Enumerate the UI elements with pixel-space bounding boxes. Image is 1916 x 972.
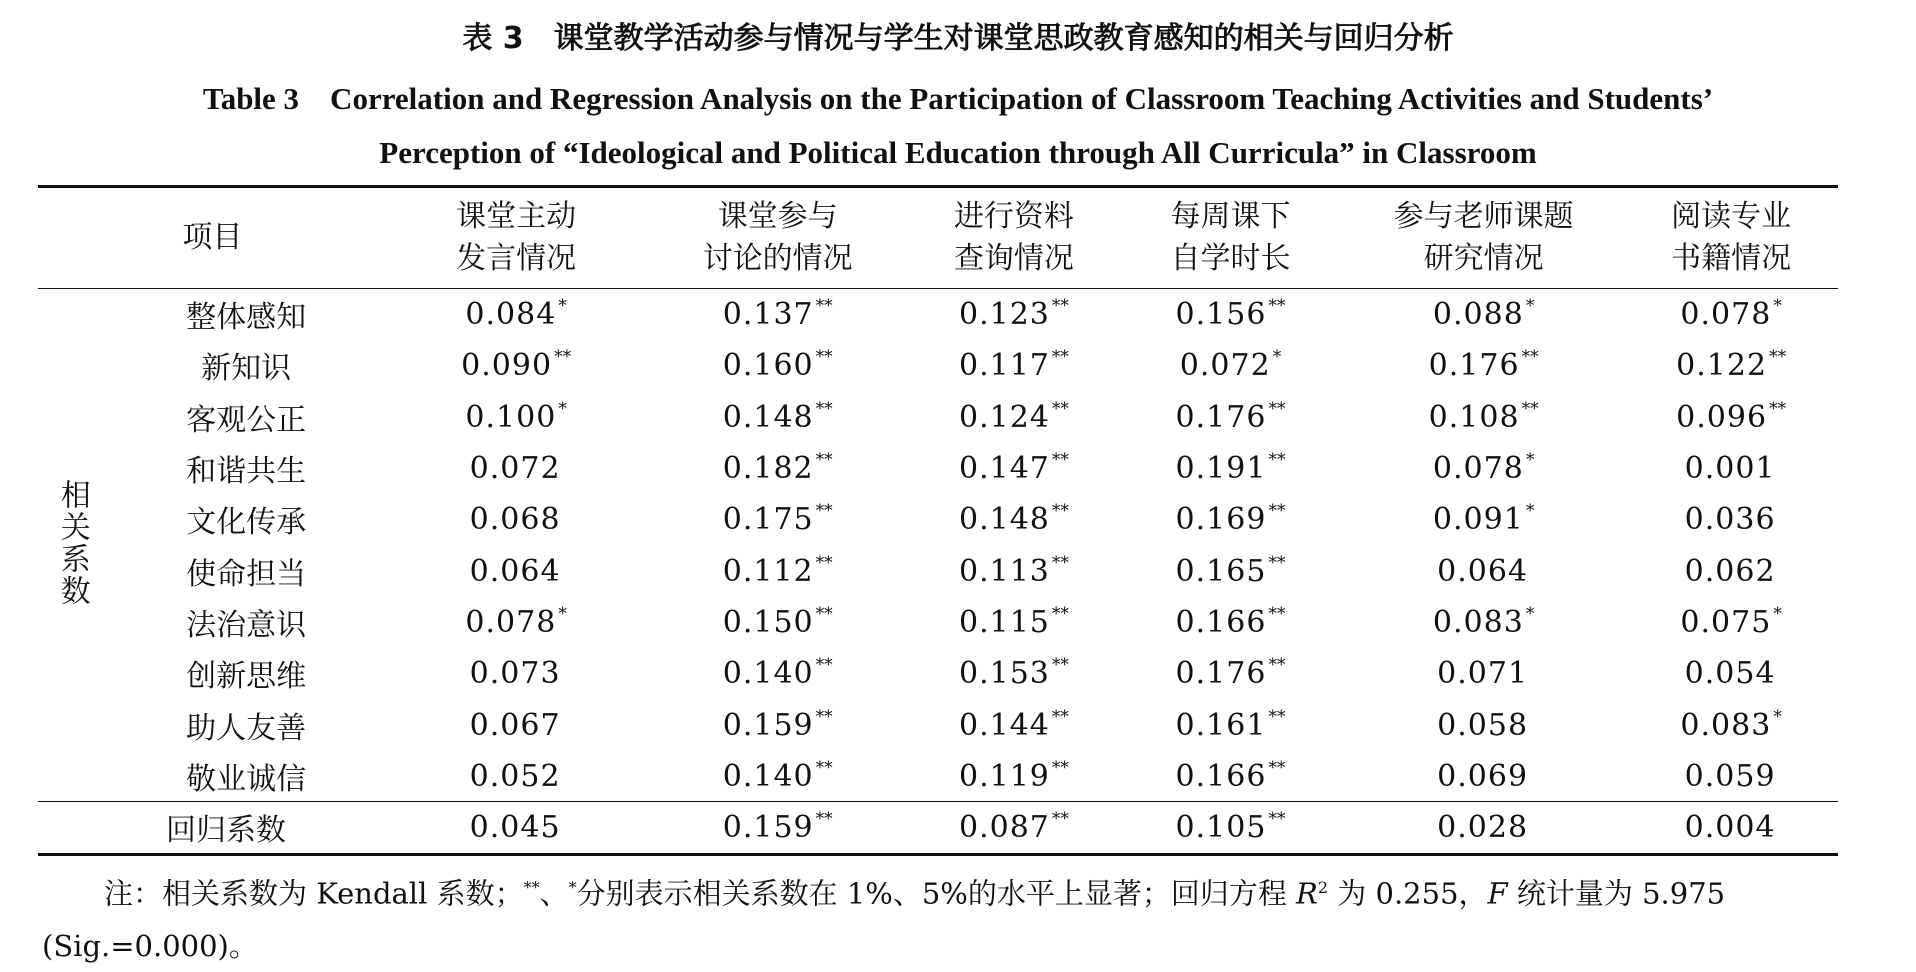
correlation-cell (387, 750, 646, 801)
significance-marker: ** (1268, 603, 1286, 624)
significance-marker: ** (1268, 501, 1286, 522)
correlation-cell (910, 391, 1118, 442)
regression-cell-6 (1624, 801, 1838, 854)
header-column-5 (1343, 187, 1624, 289)
correlation-cell (910, 289, 1118, 340)
correlation-cell (1118, 340, 1343, 391)
correlation-cell (387, 340, 646, 391)
note-sig-single: * (568, 878, 577, 897)
significance-marker: ** (1051, 706, 1069, 727)
significance-marker: ** (1051, 501, 1069, 522)
note-f-symbol: F (1487, 876, 1508, 911)
correlation-cell (1118, 391, 1343, 442)
correlation-cell (387, 391, 646, 442)
correlation-cell (1624, 391, 1838, 442)
correlation-value: 0.084 (465, 297, 557, 333)
correlation-value: 0.059 (1684, 758, 1776, 794)
correlation-body (38, 289, 1838, 802)
significance-marker: * (1272, 347, 1282, 368)
significance-marker: * (558, 398, 567, 419)
correlation-cell (910, 699, 1118, 750)
note-r-exponent: 2 (1317, 878, 1329, 897)
note-r-symbol: R (1296, 876, 1318, 911)
header-item-label: 项目 (182, 220, 243, 255)
significance-marker: ** (1521, 347, 1539, 368)
correlation-cell (1118, 648, 1343, 699)
correlation-cell (1624, 750, 1838, 801)
regression-cell-1 (387, 801, 646, 854)
header-column-3-line-2: 查询情况 (953, 241, 1074, 276)
row-label: 整体感知 (186, 300, 307, 336)
correlation-value: 0.159 (722, 707, 814, 743)
regression-cell-5 (1343, 801, 1624, 854)
correlation-value: 0.169 (1175, 502, 1267, 538)
significance-marker: * (1525, 603, 1535, 624)
significance-marker: ** (815, 501, 833, 522)
header-column-2-line-2: 讨论的情况 (702, 241, 853, 276)
correlation-value: 0.072 (469, 451, 561, 487)
correlation-row (38, 648, 1838, 699)
significance-marker: ** (1268, 552, 1286, 573)
correlation-cell (910, 494, 1118, 545)
header-column-2 (646, 187, 910, 289)
significance-marker: ** (1051, 655, 1069, 676)
correlation-cell (1624, 545, 1838, 596)
correlation-value: 0.140 (722, 758, 814, 794)
table-note (42, 862, 1842, 972)
correlation-cell (646, 391, 910, 442)
correlation-cell (1624, 442, 1838, 493)
correlation-row (38, 699, 1838, 750)
note-text-c: 分别表示相关系数在 1%、5%的水平上显著；回归方程 (576, 876, 1297, 911)
correlation-value: 0.078 (465, 604, 557, 640)
correlation-value: 0.067 (469, 707, 561, 743)
row-label: 新知识 (201, 351, 292, 387)
row-label: 法治意识 (186, 607, 307, 643)
note-sig-double: ** (523, 878, 540, 897)
table-title-english-line-1: Table 3 Correlation and Regression Analysis on the Participation of Classroom Teaching Activities and Students’ (202, 81, 1714, 116)
correlation-regression-table (38, 185, 1838, 856)
header-item (38, 187, 387, 289)
header-column-5-line-1: 参与老师课题 (1393, 199, 1574, 234)
significance-marker: ** (1268, 655, 1286, 676)
correlation-value: 0.148 (958, 502, 1050, 538)
significance-marker: * (1525, 450, 1535, 471)
correlation-value: 0.119 (958, 758, 1050, 794)
regression-cell-2 (646, 801, 910, 854)
correlation-cell (646, 699, 910, 750)
significance-marker: ** (815, 347, 833, 368)
correlation-value: 0.088 (1432, 297, 1524, 333)
significance-marker: ** (1268, 706, 1286, 727)
correlation-value: 0.054 (1684, 656, 1776, 692)
table-header-row (38, 187, 1838, 289)
table-title-chinese: 表 3 课堂教学活动参与情况与学生对课堂思政教育感知的相关与回归分析 (462, 21, 1454, 56)
correlation-cell (1624, 596, 1838, 647)
correlation-value: 0.073 (469, 656, 561, 692)
correlation-cell (910, 545, 1118, 596)
correlation-value: 0.083 (1432, 604, 1524, 640)
regression-cell-4 (1118, 801, 1343, 854)
correlation-cell (646, 596, 910, 647)
significance-marker: * (1525, 296, 1535, 317)
correlation-value: 0.069 (1437, 758, 1529, 794)
correlation-value: 0.176 (1175, 656, 1267, 692)
regression-value-5: 0.028 (1437, 810, 1529, 846)
correlation-cell (646, 750, 910, 801)
significance-marker: * (1773, 706, 1782, 727)
correlation-value: 0.150 (722, 604, 814, 640)
correlation-value: 0.160 (722, 348, 814, 384)
significance-marker: * (1773, 603, 1782, 624)
regression-value-3: 0.087 (958, 810, 1050, 846)
group-label-cell (38, 289, 106, 802)
row-label: 敬业诚信 (186, 761, 307, 797)
correlation-cell (910, 340, 1118, 391)
correlation-cell (910, 596, 1118, 647)
regression-label: 回归系数 (38, 801, 387, 854)
table-title-english-line-2: Perception of “Ideological and Political Education through All Curricula” in Classroom (379, 135, 1537, 170)
header-column-5-line-2: 研究情况 (1423, 241, 1544, 276)
significance-marker: ** (1268, 450, 1286, 471)
significance-marker: ** (815, 296, 833, 317)
correlation-cell (646, 442, 910, 493)
correlation-value: 0.058 (1437, 707, 1529, 743)
table-title-english (40, 72, 1876, 180)
correlation-cell (1624, 699, 1838, 750)
correlation-cell (1343, 442, 1624, 493)
correlation-cell (1343, 750, 1624, 801)
correlation-value: 0.156 (1175, 297, 1267, 333)
note-text-b: 、 (539, 876, 569, 911)
row-label: 客观公正 (186, 402, 307, 438)
significance-marker: * (558, 296, 567, 317)
row-label: 助人友善 (186, 710, 307, 746)
regression-value-2: 0.159 (722, 810, 814, 846)
significance-marker: ** (1051, 552, 1069, 573)
regression-cell-3 (910, 801, 1118, 854)
significance-marker: ** (815, 757, 833, 778)
significance-marker: ** (1268, 296, 1286, 317)
note-line-2: (Sig.=0.000)。 (42, 928, 258, 963)
correlation-value: 0.140 (722, 656, 814, 692)
significance-marker: ** (1051, 296, 1069, 317)
correlation-value: 0.153 (958, 656, 1050, 692)
correlation-value: 0.124 (958, 399, 1050, 435)
significance-marker: ** (815, 398, 833, 419)
significance-marker: ** (1051, 603, 1069, 624)
significance-marker: ** (815, 655, 833, 676)
significance-marker: ** (1769, 347, 1787, 368)
header-column-4-line-1: 每周课下 (1170, 199, 1291, 234)
correlation-value: 0.090 (461, 348, 553, 384)
row-label: 文化传承 (186, 505, 307, 541)
correlation-cell (1343, 699, 1624, 750)
correlation-value: 0.161 (1175, 707, 1267, 743)
regression-value-6: 0.004 (1684, 810, 1776, 846)
regression-row (38, 801, 1838, 854)
correlation-value: 0.175 (722, 502, 814, 538)
correlation-value: 0.176 (1175, 399, 1267, 435)
correlation-cell (1624, 289, 1838, 340)
correlation-cell (387, 648, 646, 699)
header-column-1-line-1: 课堂主动 (456, 199, 577, 234)
correlation-value: 0.001 (1684, 451, 1776, 487)
regression-value-4: 0.105 (1175, 810, 1267, 846)
header-column-6 (1624, 187, 1838, 289)
correlation-value: 0.122 (1676, 348, 1768, 384)
correlation-cell (1624, 494, 1838, 545)
correlation-cell (646, 289, 910, 340)
significance-marker: ** (815, 552, 833, 573)
correlation-value: 0.112 (722, 553, 814, 589)
correlation-value: 0.117 (958, 348, 1050, 384)
correlation-cell (1343, 596, 1624, 647)
correlation-cell (387, 699, 646, 750)
correlation-value: 0.100 (465, 399, 557, 435)
correlation-cell (1343, 289, 1624, 340)
regression-body (38, 801, 1838, 854)
header-column-2-line-1: 课堂参与 (717, 199, 838, 234)
regression-sig-4: ** (1268, 809, 1286, 830)
correlation-value: 0.182 (722, 451, 814, 487)
significance-marker: ** (1051, 450, 1069, 471)
note-text-e: 统计量为 5.975 (1507, 876, 1726, 911)
correlation-row (38, 442, 1838, 493)
correlation-cell (1118, 494, 1343, 545)
correlation-value: 0.075 (1680, 604, 1772, 640)
significance-marker: * (1773, 296, 1782, 317)
correlation-value: 0.113 (958, 553, 1050, 589)
regression-sig-3: ** (1051, 809, 1069, 830)
correlation-value: 0.166 (1175, 758, 1267, 794)
correlation-row (38, 289, 1838, 340)
correlation-cell (1343, 494, 1624, 545)
significance-marker: ** (815, 706, 833, 727)
correlation-cell (387, 289, 646, 340)
note-text-a: 注：相关系数为 Kendall 系数； (104, 876, 524, 911)
group-label: 相关系数 (54, 478, 90, 607)
correlation-cell (1343, 648, 1624, 699)
correlation-value: 0.096 (1676, 399, 1768, 435)
correlation-cell (646, 494, 910, 545)
significance-marker: ** (1521, 398, 1539, 419)
header-column-3 (910, 187, 1118, 289)
significance-marker: ** (1051, 398, 1069, 419)
row-label: 使命担当 (186, 556, 307, 592)
significance-marker: ** (815, 450, 833, 471)
correlation-cell (1118, 442, 1343, 493)
correlation-value: 0.176 (1428, 348, 1520, 384)
correlation-cell (646, 648, 910, 699)
correlation-cell (1118, 750, 1343, 801)
row-label: 创新思维 (186, 659, 307, 695)
correlation-value: 0.036 (1684, 502, 1776, 538)
correlation-value: 0.137 (722, 297, 814, 333)
header-column-1-line-2: 发言情况 (456, 241, 577, 276)
correlation-value: 0.083 (1680, 707, 1772, 743)
correlation-row (38, 340, 1838, 391)
header-column-4 (1118, 187, 1343, 289)
regression-sig-2: ** (815, 809, 833, 830)
correlation-value: 0.123 (958, 297, 1050, 333)
correlation-cell (1624, 648, 1838, 699)
correlation-value: 0.108 (1428, 399, 1520, 435)
correlation-value: 0.191 (1175, 451, 1267, 487)
header-column-6-line-1: 阅读专业 (1671, 199, 1792, 234)
correlation-cell (1118, 545, 1343, 596)
correlation-value: 0.165 (1175, 553, 1267, 589)
correlation-value: 0.068 (469, 502, 561, 538)
row-label: 和谐共生 (186, 454, 307, 490)
correlation-cell (1343, 340, 1624, 391)
correlation-cell (387, 545, 646, 596)
header-column-6-line-2: 书籍情况 (1671, 241, 1792, 276)
regression-value-1: 0.045 (469, 810, 561, 846)
correlation-value: 0.078 (1432, 451, 1524, 487)
significance-marker: * (558, 603, 567, 624)
header-column-4-line-2: 自学时长 (1170, 241, 1291, 276)
header-column-1 (387, 187, 646, 289)
correlation-cell (1343, 391, 1624, 442)
significance-marker: * (1525, 501, 1535, 522)
correlation-cell (1118, 289, 1343, 340)
correlation-row (38, 750, 1838, 801)
correlation-row (38, 494, 1838, 545)
correlation-cell (1624, 340, 1838, 391)
significance-marker: ** (554, 347, 572, 368)
correlation-value: 0.078 (1680, 297, 1772, 333)
correlation-value: 0.115 (958, 604, 1050, 640)
significance-marker: ** (1051, 757, 1069, 778)
correlation-value: 0.166 (1175, 604, 1267, 640)
correlation-cell (910, 442, 1118, 493)
correlation-row (38, 596, 1838, 647)
note-line-1 (42, 862, 1842, 920)
correlation-value: 0.148 (722, 399, 814, 435)
correlation-cell (387, 442, 646, 493)
significance-marker: ** (1268, 398, 1286, 419)
correlation-cell (1118, 699, 1343, 750)
significance-marker: ** (1268, 757, 1286, 778)
correlation-value: 0.072 (1179, 348, 1271, 384)
correlation-cell (1343, 545, 1624, 596)
correlation-cell (387, 494, 646, 545)
correlation-cell (910, 750, 1118, 801)
correlation-value: 0.091 (1432, 502, 1524, 538)
correlation-cell (387, 596, 646, 647)
header-column-3-line-1: 进行资料 (953, 199, 1074, 234)
correlation-value: 0.064 (469, 553, 561, 589)
significance-marker: ** (1769, 398, 1787, 419)
correlation-row (38, 545, 1838, 596)
correlation-value: 0.147 (958, 451, 1050, 487)
correlation-value: 0.144 (958, 707, 1050, 743)
correlation-cell (646, 545, 910, 596)
correlation-row (38, 391, 1838, 442)
significance-marker: ** (815, 603, 833, 624)
correlation-value: 0.062 (1684, 553, 1776, 589)
correlation-cell (1118, 596, 1343, 647)
correlation-cell (910, 648, 1118, 699)
correlation-cell (646, 340, 910, 391)
note-text-d: 为 0.255， (1328, 876, 1488, 911)
correlation-value: 0.071 (1437, 656, 1529, 692)
correlation-value: 0.052 (469, 758, 561, 794)
correlation-value: 0.064 (1437, 553, 1529, 589)
significance-marker: ** (1051, 347, 1069, 368)
